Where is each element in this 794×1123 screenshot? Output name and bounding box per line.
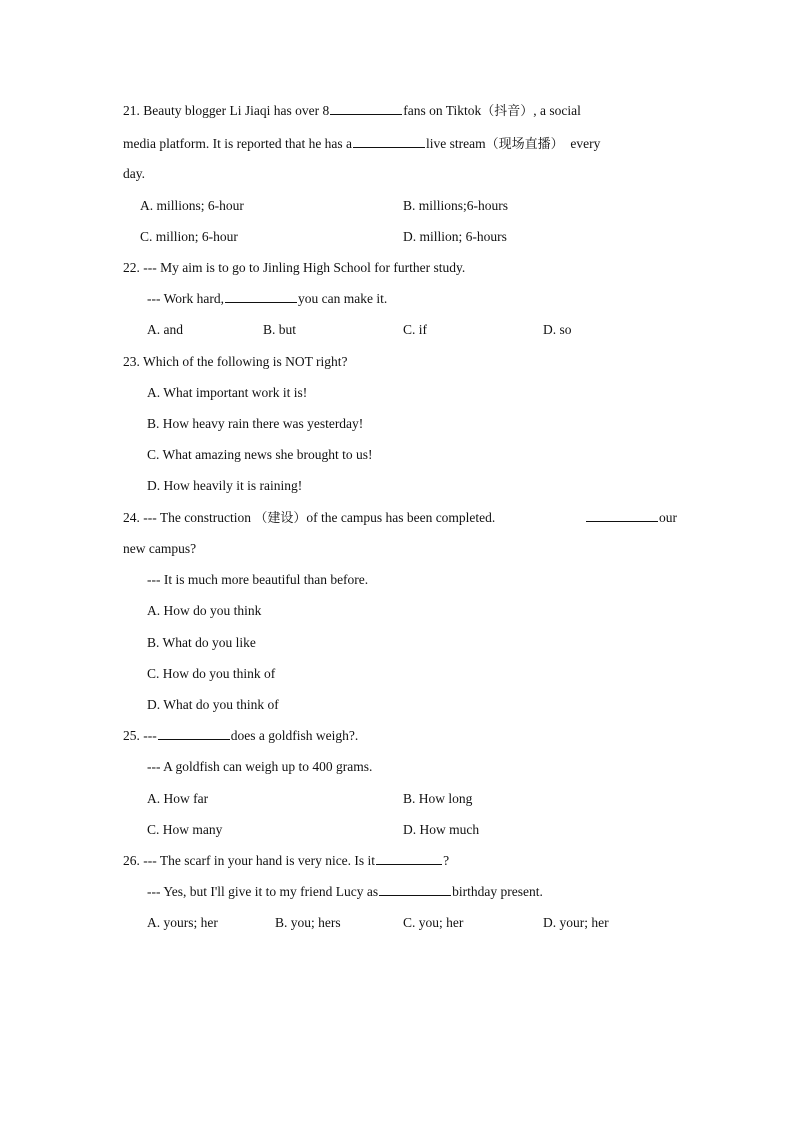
q21-text-b: fans on Tiktok	[403, 103, 482, 118]
q24-text-a: 24. --- The construction	[123, 510, 251, 525]
q24-text-c: of the campus has been completed.	[306, 510, 496, 525]
q21-blank-2[interactable]	[353, 135, 425, 148]
q24-option-a[interactable]: A. How do you think	[147, 603, 262, 618]
q26-option-d[interactable]: D. your; her	[543, 915, 609, 930]
q26-text-d: birthday present.	[452, 884, 543, 899]
q22-option-a[interactable]: A. and	[147, 322, 183, 337]
q22-text-b: you can make it.	[298, 291, 388, 306]
q21-text-d: , a social	[533, 103, 581, 118]
q25-text-b: does a goldfish weigh?.	[230, 728, 359, 743]
q22-option-c[interactable]: C. if	[403, 322, 428, 337]
q25-blank[interactable]	[158, 727, 230, 740]
q21-line1	[123, 102, 581, 121]
q23-option-b[interactable]: B. How heavy rain there was yesterday!	[147, 416, 364, 431]
q23-option-c[interactable]: C. What amazing news she brought to us!	[147, 447, 373, 462]
q21-option-c[interactable]: C. million; 6-hour	[140, 229, 238, 244]
q25-text-a: 25. ---	[123, 728, 157, 743]
q22-line1: 22. --- My aim is to go to Jinling High School for further study.	[123, 260, 466, 275]
q24-option-c[interactable]: C. How do you think of	[147, 666, 276, 681]
q25-option-c[interactable]: C. How many	[147, 822, 223, 837]
q21-line2	[123, 135, 600, 154]
q24-option-d[interactable]: D. What do you think of	[147, 697, 279, 712]
q21-chinese-gloss-1: （抖音）	[481, 104, 534, 119]
q26-text-a: 26. --- The scarf in your hand is very nice. Is it	[123, 853, 376, 868]
q21-line3: day.	[123, 166, 145, 181]
q26-line1	[123, 852, 449, 870]
q22-blank[interactable]	[225, 290, 297, 303]
q21-option-b[interactable]: B. millions;6-hours	[403, 198, 509, 213]
q24-chinese-gloss: （建设）	[254, 511, 307, 526]
q22-line2	[147, 290, 387, 308]
q24-line1	[123, 509, 495, 528]
q21-option-d[interactable]: D. million; 6-hours	[403, 229, 507, 244]
q24-text-d: our	[659, 510, 677, 525]
q25-option-a[interactable]: A. How far	[147, 791, 209, 806]
q26-option-a[interactable]: A. yours; her	[147, 915, 218, 930]
q25-option-b[interactable]: B. How long	[403, 791, 473, 806]
q21-text-g: every	[570, 136, 601, 151]
q22-text-a: --- Work hard,	[147, 291, 225, 306]
q24-line2: new campus?	[123, 541, 197, 556]
q22-option-d[interactable]: D. so	[543, 322, 572, 337]
q22-option-b[interactable]: B. but	[263, 322, 297, 337]
q21-blank-1[interactable]	[330, 102, 402, 115]
q21-text-a: 21. Beauty blogger Li Jiaqi has over 8	[123, 103, 330, 118]
q26-option-c[interactable]: C. you; her	[403, 915, 464, 930]
q26-blank-2[interactable]	[379, 883, 451, 896]
q21-text-f: live stream	[426, 136, 486, 151]
q23-line1: 23. Which of the following is NOT right?	[123, 354, 348, 369]
q21-text-e: media platform. It is reported that he has a	[123, 136, 353, 151]
q26-text-c: --- Yes, but I'll give it to my friend Lucy as	[147, 884, 379, 899]
q21-option-a[interactable]: A. millions; 6-hour	[140, 198, 244, 213]
q26-text-b: ?	[443, 853, 450, 868]
q24-line3: --- It is much more beautiful than before.	[147, 572, 369, 587]
q26-blank-1[interactable]	[376, 852, 442, 865]
q24-line1-end	[585, 509, 677, 527]
q25-line1	[123, 727, 358, 745]
q23-option-a[interactable]: A. What important work it is!	[147, 385, 308, 400]
q26-option-b[interactable]: B. you; hers	[275, 915, 341, 930]
q23-option-d[interactable]: D. How heavily it is raining!	[147, 478, 303, 493]
q25-option-d[interactable]: D. How much	[403, 822, 480, 837]
q21-chinese-gloss-2: （现场直播）	[485, 137, 564, 152]
q24-option-b[interactable]: B. What do you like	[147, 635, 256, 650]
q25-line2: --- A goldfish can weigh up to 400 grams.	[147, 759, 373, 774]
q24-blank[interactable]	[586, 509, 658, 522]
q26-line2	[147, 883, 543, 901]
